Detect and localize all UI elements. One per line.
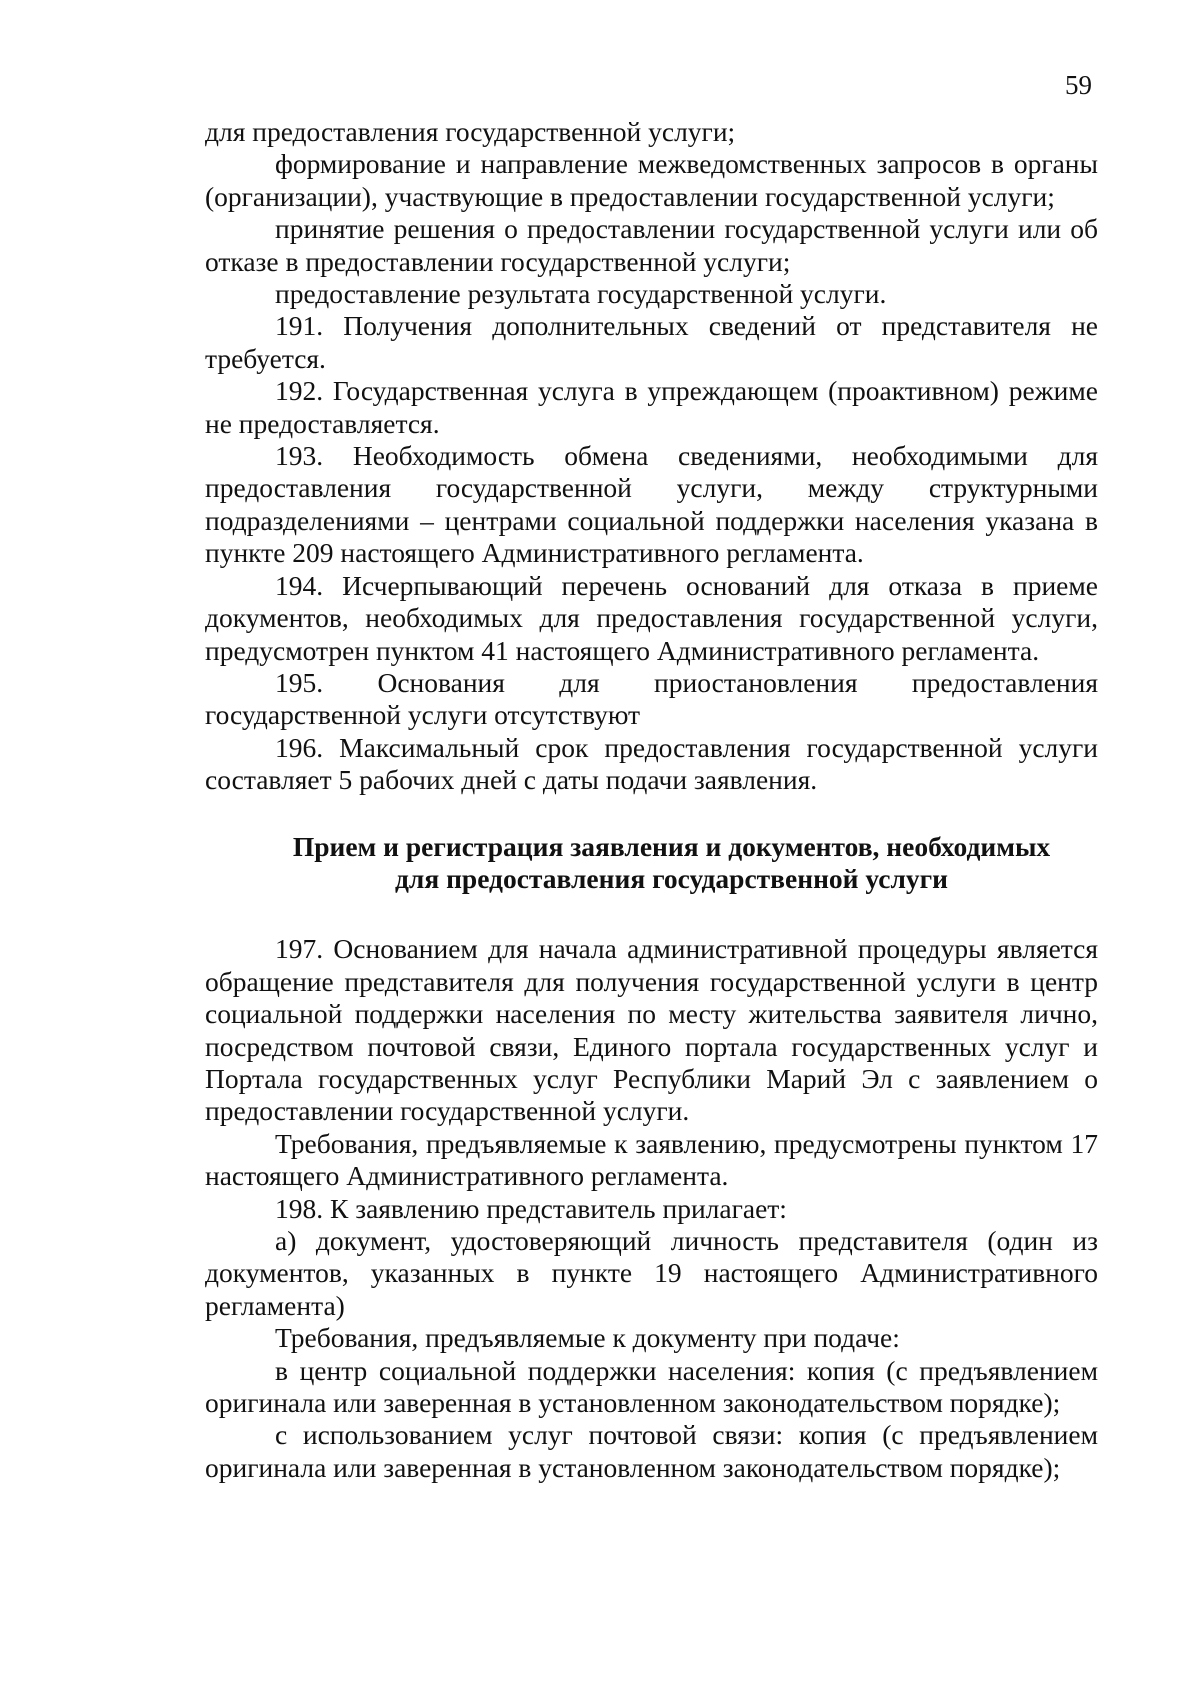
paragraph-194: 194. Исчерпывающий перечень оснований для отказа в приеме документов, необходимых для предоставления государственной услуги, предусмотрен пунктом 41 настоящего Административного регламента. (205, 569, 1098, 666)
paragraph-198: 198. К заявлению представитель прилагает: (275, 1192, 787, 1224)
paragraph-196: 196. Максимальный срок предоставления государственной услуги составляет 5 рабочих дней с даты подачи заявления. (205, 731, 1098, 796)
paragraph-postal-submission: с использованием услуг почтовой связи: копия (с предъявлением оригинала или заверенная в установленном законодательством порядке); (205, 1419, 1098, 1483)
section-heading-line-2: для предоставления государственной услуги (394, 862, 949, 894)
document-body (205, 116, 1098, 1484)
paragraph-193: 193. Необходимость обмена сведениями, необходимыми для предоставления государственной услуги, между структурными подразделениями – центрами социальной поддержки населения указана в пункте 209 настоящего Административного регламента. (205, 440, 1098, 569)
paragraph-197: 197. Основанием для начала административной процедуры является обращение представителя для получения государственной услуги в центр социальной поддержки населения по месту жительства заявителя лично, посредством почтовой связи, Единого портала государственных услуг и Портала государственных услуг Республики Марий Эл с заявлением о предоставлении государственной услуги. (205, 933, 1098, 1127)
paragraphs-after (205, 933, 1098, 1484)
paragraph-list-item: принятие решения о предоставлении государственной услуги или об отказе в предоставлении государственной услуги; (205, 213, 1098, 277)
paragraph-list-item: предоставление результата государственной услуги. (275, 278, 887, 310)
paragraph-center-submission: в центр социальной поддержки населения: копия (с предъявлением оригинала или заверенная в установленном законодательством порядке); (205, 1354, 1098, 1419)
paragraphs-before (205, 116, 1098, 797)
paragraph-195: 195. Основания для приостановления предоставления государственной услуги отсутствуют (205, 666, 1098, 731)
paragraph-list-item: формирование и направление межведомственных запросов в органы (организации), участвующие в предоставлении государственной услуги; (205, 148, 1098, 212)
paragraph-continuation: для предоставления государственной услуги; (205, 116, 736, 147)
paragraph-191: 191. Получения дополнительных сведений от представителя не требуется. (205, 310, 1098, 374)
paragraph-item-a: а) документ, удостоверяющий личность представителя (один из документов, указанных в пункте 19 настоящего Административного регламента) (205, 1225, 1098, 1321)
paragraph-requirements: Требования, предъявляемые к заявлению, предусмотрены пунктом 17 настоящего Административного регламента. (205, 1127, 1098, 1192)
paragraph-192: 192. Государственная услуга в упреждающем (проактивном) режиме не предоставляется. (205, 375, 1098, 439)
paragraph-document-requirements: Требования, предъявляемые к документу при подаче: (275, 1322, 900, 1354)
section-heading (205, 831, 1098, 896)
section-heading-line-1: Прием и регистрация заявления и документов, необходимых (292, 830, 1051, 862)
page-number: 59 (1065, 70, 1092, 100)
